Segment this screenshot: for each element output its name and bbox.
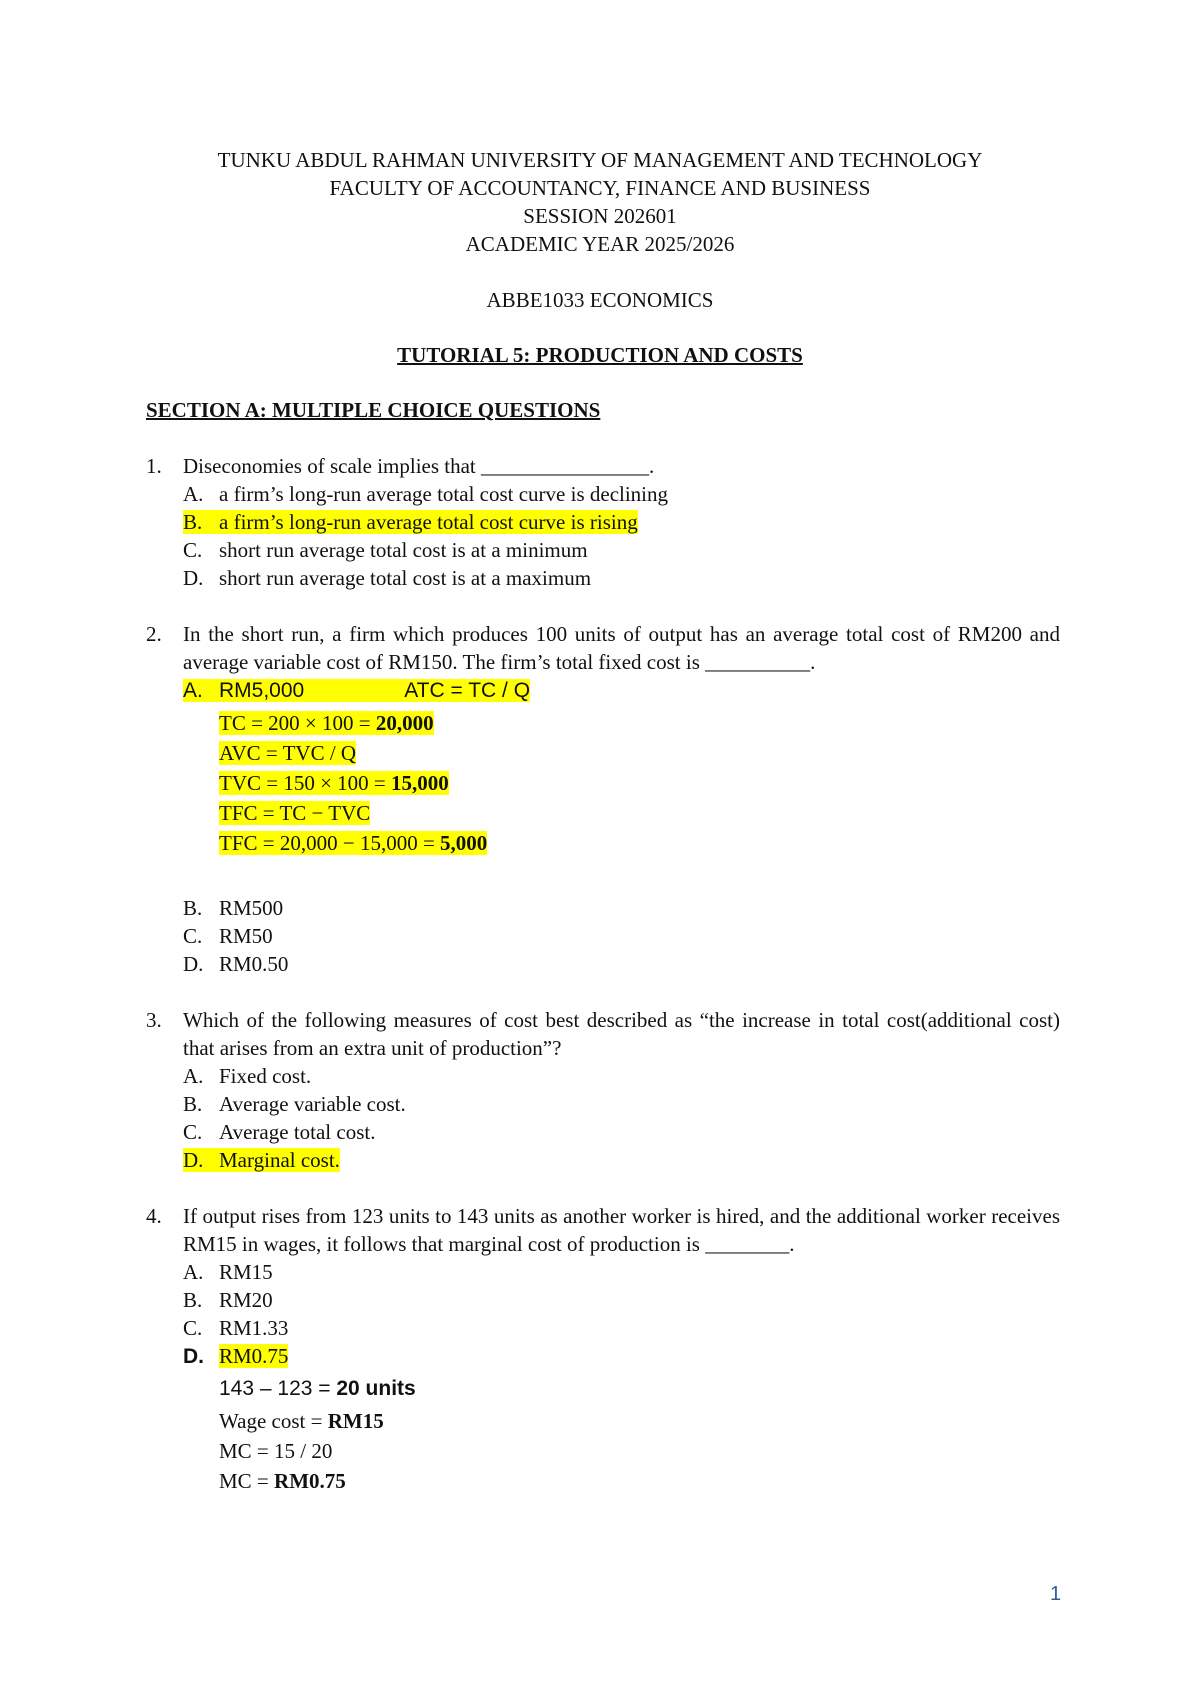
- q4-text: If output rises from 123 units to 143 units as another worker is hired, and the additional worker receives RM15 in wages, it follows that marginal cost of production is ________.: [183, 1204, 1060, 1256]
- page-number: 1: [1050, 1583, 1062, 1605]
- work-result: 5,000: [440, 831, 488, 855]
- option-letter: A.: [183, 679, 203, 702]
- option-letter: A.: [183, 1064, 204, 1088]
- option-letter: B.: [183, 1092, 203, 1116]
- option-letter: C.: [183, 538, 203, 562]
- option-letter: D.: [183, 1148, 204, 1172]
- work-text: MC =: [219, 1469, 275, 1493]
- work-result: RM15: [327, 1409, 384, 1433]
- work-text: AVC = TVC / Q: [219, 741, 357, 765]
- option-text: RM50: [219, 924, 273, 948]
- q4-option-c: [183, 1314, 288, 1342]
- option-text: RM500: [219, 896, 284, 920]
- option-letter: A.: [183, 482, 204, 506]
- work-result: 20 units: [336, 1377, 416, 1400]
- q2-option-b: [183, 894, 283, 922]
- q3-option-a: [183, 1062, 311, 1090]
- university-name: TUNKU ABDUL RAHMAN UNIVERSITY OF MANAGEMENT AND TECHNOLOGY: [217, 148, 983, 172]
- option-text: RM1.33: [219, 1316, 289, 1340]
- option-text: short run average total cost is at a minimum: [219, 538, 588, 562]
- option-letter: C.: [183, 1120, 203, 1144]
- tutorial-title-wrap: [0, 341, 1200, 369]
- option-letter: C.: [183, 924, 203, 948]
- work-text: 143 – 123 =: [219, 1377, 337, 1400]
- work-text: TFC = 20,000 − 15,000 =: [219, 831, 441, 855]
- option-letter: D.: [183, 952, 204, 976]
- q2-option-d: [183, 950, 288, 978]
- option-text: Fixed cost.: [219, 1064, 312, 1088]
- option-text: Average variable cost.: [219, 1092, 406, 1116]
- work-result: 15,000: [391, 771, 449, 795]
- work-text: MC = 15 / 20: [219, 1439, 333, 1463]
- option-letter: A.: [183, 1260, 204, 1284]
- option-letter: D.: [183, 1345, 204, 1368]
- academic-year: ACADEMIC YEAR 2025/2026: [465, 232, 735, 256]
- option-text: a firm’s long-run average total cost curve is rising: [219, 510, 638, 534]
- option-letter: B.: [183, 510, 203, 534]
- work-result: 20,000: [375, 711, 434, 735]
- option-text: RM15: [219, 1260, 273, 1284]
- q2-work-tfc2: [219, 828, 487, 858]
- q3-option-c: [183, 1118, 375, 1146]
- option-text: RM5,000: [219, 679, 305, 702]
- work-text: Wage cost =: [219, 1409, 328, 1433]
- q2-work-tc: [219, 708, 434, 738]
- option-text: RM20: [219, 1288, 273, 1312]
- option-letter: B.: [183, 1288, 203, 1312]
- q3-number: 3.: [146, 1008, 162, 1032]
- q4-option-b: [183, 1286, 273, 1314]
- work-text: TC = 200 × 100 =: [219, 711, 376, 735]
- q3-text: Which of the following measures of cost best described as “the increase in total cost(additional cost) that arises from an extra unit of production”?: [183, 1008, 1060, 1060]
- q4-work-mc: [219, 1436, 332, 1466]
- q2-text: In the short run, a firm which produces 100 units of output has an average total cost of RM200 and average variable cost of RM150. The firm’s total fixed cost is __________.: [183, 622, 1060, 674]
- course-title: ABBE1033 ECONOMICS: [486, 288, 714, 312]
- work-result: RM0.75: [274, 1469, 346, 1493]
- q1-text: Diseconomies of scale implies that ________________.: [183, 454, 655, 478]
- q4-number: 4.: [146, 1204, 162, 1228]
- q1-option-a: [183, 480, 668, 508]
- option-text: short run average total cost is at a maximum: [219, 566, 592, 590]
- q2-work-avc: [219, 738, 356, 768]
- q2-option-a: [183, 676, 530, 705]
- option-text: RM0.75: [219, 1344, 289, 1368]
- work-text: TVC = 150 × 100 =: [219, 771, 392, 795]
- option-text: Marginal cost.: [219, 1148, 340, 1172]
- q1-option-d: [183, 564, 591, 592]
- q4-work-mc2: [219, 1466, 346, 1496]
- work-text: TFC = TC − TVC: [219, 801, 371, 825]
- q4-work-units: [219, 1374, 416, 1404]
- q4-option-a: [183, 1258, 273, 1286]
- section-a-heading: SECTION A: MULTIPLE CHOICE QUESTIONS: [146, 398, 601, 422]
- q3-option-b: [183, 1090, 406, 1118]
- option-text: RM0.50: [219, 952, 289, 976]
- option-text: a firm’s long-run average total cost curve is declining: [219, 482, 669, 506]
- q2-option-c: [183, 922, 273, 950]
- option-letter: B.: [183, 896, 203, 920]
- q2-work-tvc: [219, 768, 449, 798]
- tutorial-title: TUTORIAL 5: PRODUCTION AND COSTS: [397, 343, 803, 367]
- option-text: Average total cost.: [219, 1120, 376, 1144]
- faculty-name: FACULTY OF ACCOUNTANCY, FINANCE AND BUSINESS: [329, 176, 871, 200]
- q1-option-b: [183, 508, 638, 536]
- q4-option-d: [183, 1342, 288, 1371]
- q2-work-tfc: [219, 798, 370, 828]
- q3-option-d: [183, 1146, 340, 1174]
- q4-work-wage: [219, 1406, 384, 1436]
- option-letter: D.: [183, 566, 204, 590]
- q1-option-c: [183, 536, 588, 564]
- q1-number: 1.: [146, 454, 162, 478]
- q2-number: 2.: [146, 622, 162, 646]
- session: SESSION 202601: [523, 204, 677, 228]
- atc-formula: ATC = TC / Q: [404, 679, 531, 702]
- option-letter: C.: [183, 1316, 203, 1340]
